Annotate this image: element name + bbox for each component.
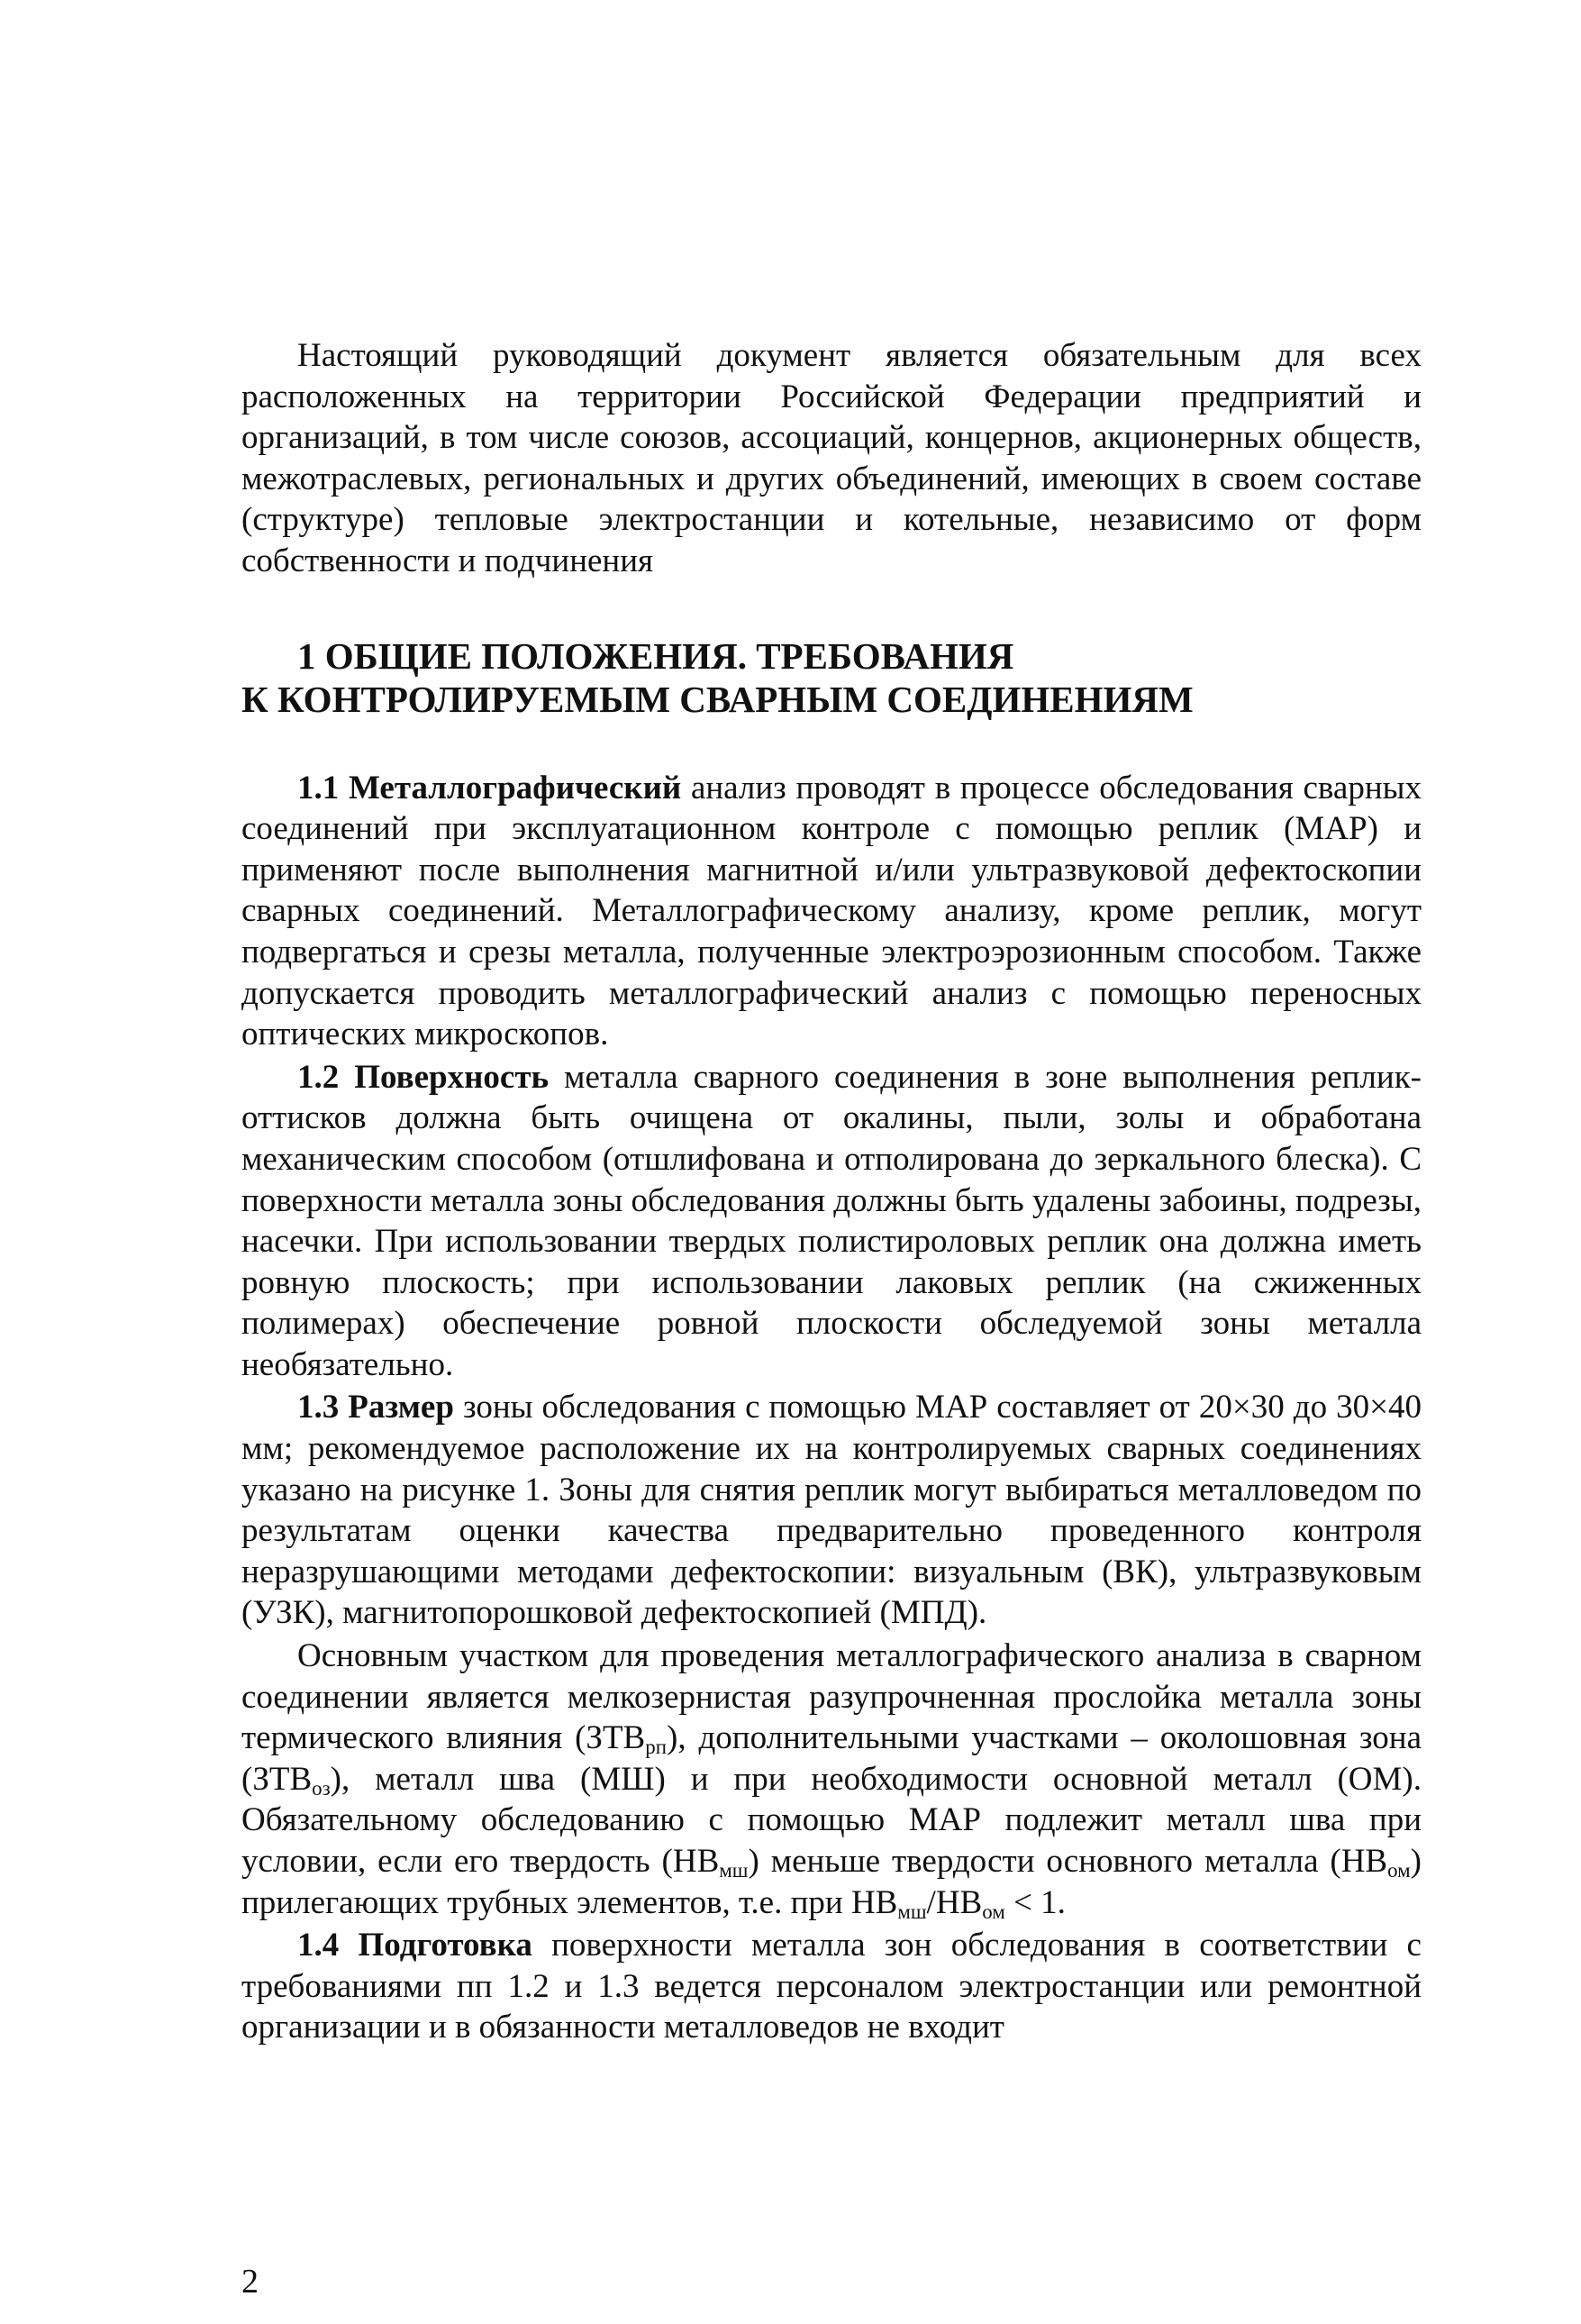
clause-1-1-lead: 1.1 Металлографический: [297, 769, 682, 807]
main-text-2: ), дополнительными участками – околошовная зона (ЗТВ: [241, 1719, 1422, 1798]
section-heading-line-1: 1 ОБЩИЕ ПОЛОЖЕНИЯ. ТРЕБОВАНИЯ: [297, 634, 1014, 677]
subscript-msh-2: мш: [897, 1900, 927, 1923]
main-text-1: Основным участком для проведения металлографического анализа в сварном соединении является мелкозернистая разупрочненная прослойка металла зоны термического влияния (ЗТВ: [241, 1637, 1422, 1757]
main-area-paragraph: [241, 1636, 1422, 1923]
page-number: 2: [241, 2263, 259, 2301]
subscript-rp: рп: [645, 1736, 667, 1759]
main-text-5: ) прилегающих трубных элементов, т.е. при НВ: [241, 1843, 1422, 1921]
main-text-7: < 1.: [1004, 1883, 1066, 1921]
section-heading: [241, 634, 1422, 721]
clause-1-3-lead: 1.3 Размер: [297, 1389, 454, 1426]
clause-1-1-text: анализ проводят в процессе обследования сварных соединений при эксплуатационном контроле с помощью реплик (МАР) и применяют после выполнения магнитной и/или ультразвуковой дефектоскопии сварных соединений. Металлографическому анализу, кроме реплик, могут подвергаться и срезы металла, полученные электроэрозионным способом. Также допускается проводить металлографический анализ с помощью переносных оптических микроскопов.: [241, 769, 1422, 1053]
clause-1-3: [241, 1387, 1422, 1634]
subscript-msh: мш: [719, 1859, 749, 1882]
subscript-oz: оз: [312, 1776, 331, 1800]
subscript-om-2: ом: [982, 1900, 1005, 1923]
clause-1-4-lead: 1.4 Подготовка: [297, 1927, 532, 1964]
main-text-4: ) меньше твердости основного металла (НВ: [748, 1843, 1388, 1880]
clause-1-1: [241, 768, 1422, 1055]
clause-1-3-text: зоны обследования с помощью МАР составляет от 20×30 до 30×40 мм; рекомендуемое расположение их на контролируемых сварных соединениях указано на рисунке 1. Зоны для снятия реплик могут выбираться металловедом по результатам оценки качества предварительно проведенного контроля неразрушающими методами дефектоскопии: визуальным (ВК), ультразвуковым (УЗК), магнитопорошковой дефектоскопией (МПД).: [241, 1389, 1422, 1632]
main-text-3: ), металл шва (МШ) и при необходимости основной металл (ОМ). Обязательному обследованию с помощью МАР подлежит металл шва при условии, если его твердость (НВ: [241, 1760, 1422, 1880]
clause-1-2: [241, 1057, 1422, 1386]
clause-1-2-lead: 1.2 Поверхность: [297, 1058, 550, 1096]
main-text-6: /НВ: [926, 1883, 983, 1921]
subscript-om: ом: [1387, 1859, 1411, 1882]
clause-1-2-text: металла сварного соединения в зоне выполнения реплик-оттисков должна быть очищена от окалины, пыли, золы и обработана механическим способом (отшлифована и отполирована до зеркального блеска). С поверхности металла зоны обследования должны быть удалены забоины, подрезы, насечки. При использовании твердых полистироловых реплик она должна иметь ровную плоскость; при использовании лаковых реплик (на сжиженных полимерах) обеспечение ровной плоскости обследуемой зоны металла необязательно.: [241, 1058, 1422, 1383]
clause-1-4-text: поверхности металла зон обследования в соответствии с требованиями пп 1.2 и 1.3 ведется персоналом электростанции или ремонтной организации и в обязанности металловедов не входит: [241, 1927, 1422, 2046]
intro-paragraph: Настоящий руководящий документ является обязательным для всех расположенных на территории Российской Федерации предприятий и организаций, в том числе союзов, ассоциаций, концернов, акционерных обществ, межотраслевых, региональных и других объединений, имеющих в своем составе (структуре) тепловые электростанции и котельные, независимо от форм собственности и подчинения: [241, 337, 1422, 579]
section-heading-line-2: К КОНТРОЛИРУЕМЫМ СВАРНЫМ СОЕДИНЕНИЯМ: [241, 678, 1194, 720]
clause-1-4: [241, 1925, 1422, 2048]
page-content: [241, 335, 1422, 2048]
